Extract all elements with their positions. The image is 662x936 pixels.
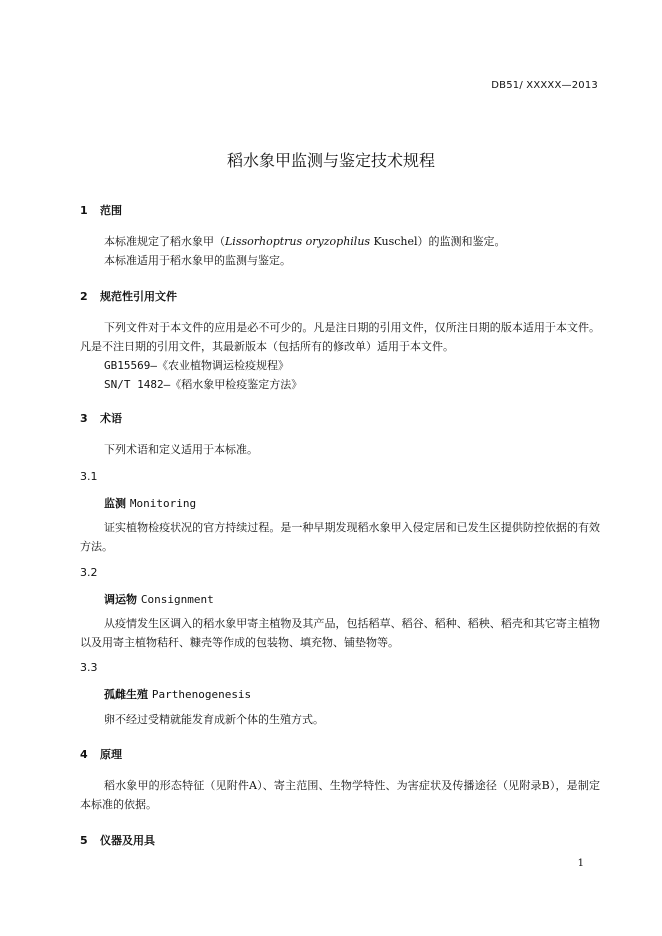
term-en: Parthenogenesis xyxy=(151,688,252,701)
term-3-1-definition: 证实植物检疫状况的官方持续过程。是一种早期发现稻水象甲入侵定居和已发生区提供防控依据的有效方法。 xyxy=(80,521,600,553)
section-number: 3 xyxy=(80,412,88,425)
term-3-3-title xyxy=(104,686,251,702)
term-cn: 监测 xyxy=(104,497,126,510)
text-run: 本标准规定了稻水象甲（ xyxy=(104,235,225,248)
term-en: Consignment xyxy=(140,593,214,606)
term-3-1-number: 3.1 xyxy=(80,470,98,483)
section-number: 1 xyxy=(80,204,88,217)
term-3-2-number: 3.2 xyxy=(80,566,98,579)
standard-code: DB51/ XXXXX—2013 xyxy=(491,80,598,91)
section-title: 范围 xyxy=(100,204,122,217)
section-5-heading xyxy=(80,832,155,848)
section-title: 规范性引用文件 xyxy=(100,290,177,303)
reference-code: GB15569— xyxy=(104,359,157,372)
normative-reference-1 xyxy=(104,357,289,373)
page-number: 1 xyxy=(577,858,584,869)
section-1-paragraph-2: 本标准适用于稻水象甲的监测与鉴定。 xyxy=(104,254,291,267)
term-en: Monitoring xyxy=(129,497,197,510)
term-3-2-definition: 从疫情发生区调入的稻水象甲寄主植物及其产品，包括稻草、稻谷、稻种、稻秧、稻壳和其它寄主植物以及用寄主植物秸秆、糠壳等作成的包装物、填充物、铺垫物等。 xyxy=(80,617,600,649)
section-number: 5 xyxy=(80,834,88,847)
section-3-heading xyxy=(80,410,122,426)
normative-reference-2 xyxy=(104,376,302,392)
section-2-paragraph-1: 下列文件对于本文件的应用是必不可少的。凡是注日期的引用文件，仅所注日期的版本适用于本文件。凡是不注日期的引用文件，其最新版本（包括所有的修改单）适用于本文件。 xyxy=(80,321,600,353)
reference-code: SN/T 1482— xyxy=(104,378,171,391)
reference-title: 《稻水象甲检疫鉴定方法》 xyxy=(170,378,303,391)
section-4-paragraph-1: 稻水象甲的形态特征（见附件A）、寄主范围、生物学特性、为害症状及传播途径（见附录B），是制定本标准的依据。 xyxy=(80,779,600,811)
section-3-paragraph-1: 下列术语和定义适用于本标准。 xyxy=(104,443,258,456)
term-3-2-title xyxy=(104,591,214,607)
term-3-3-number: 3.3 xyxy=(80,661,98,674)
section-2-heading xyxy=(80,288,177,304)
section-1-paragraph-1 xyxy=(80,232,600,251)
section-title: 仪器及用具 xyxy=(100,834,155,847)
term-cn: 孤雌生殖 xyxy=(104,688,148,701)
section-4-heading xyxy=(80,746,122,762)
section-1-heading xyxy=(80,202,122,218)
section-title: 原理 xyxy=(100,748,122,761)
term-cn: 调运物 xyxy=(104,593,137,606)
section-number: 4 xyxy=(80,748,88,761)
text-run: Kuschel）的监测和鉴定。 xyxy=(370,235,506,248)
scientific-name: Lissorhoptrus oryzophilus xyxy=(225,235,371,248)
reference-title: 《农业植物调运检疫规程》 xyxy=(156,359,289,372)
section-number: 2 xyxy=(80,290,88,303)
section-title: 术语 xyxy=(100,412,122,425)
term-3-1-title xyxy=(104,495,196,511)
document-title: 稻水象甲监测与鉴定技术规程 xyxy=(226,151,435,170)
term-3-3-definition: 卵不经过受精就能发育成新个体的生殖方式。 xyxy=(104,713,324,726)
